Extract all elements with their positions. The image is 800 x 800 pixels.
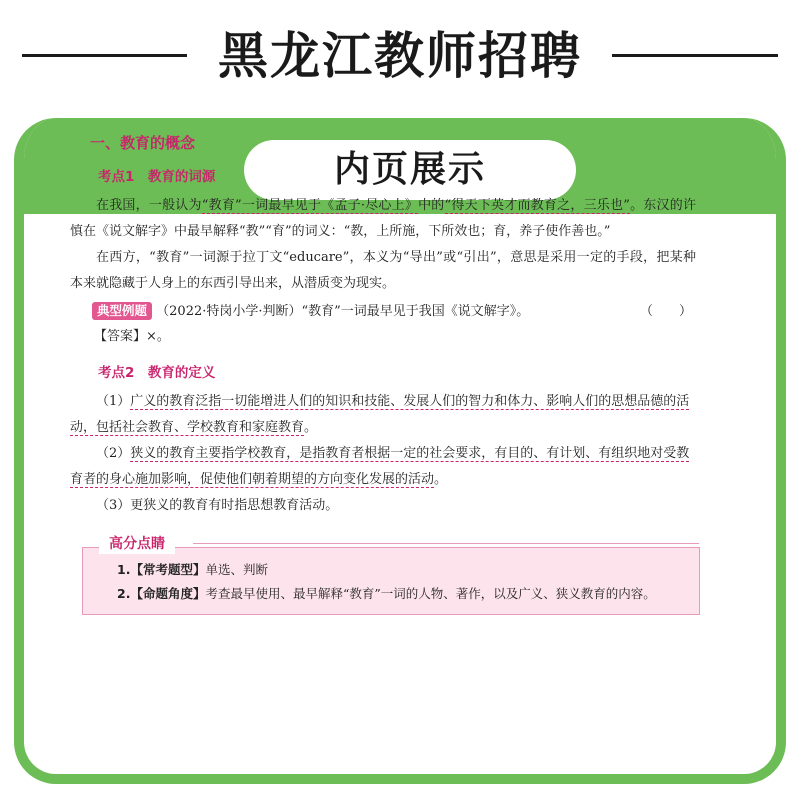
text-run: 。 — [304, 420, 318, 435]
panel-title: 内页展示 — [244, 140, 576, 200]
highlight-key: 2.【命题角度】 — [117, 586, 206, 601]
kaodian-2-title: 考点2 教育的定义 — [98, 365, 216, 381]
example-tag: 典型例题 — [92, 302, 152, 320]
highlight-row-1 — [117, 558, 699, 582]
highlight-row-2 — [117, 582, 699, 606]
underlined-key-point: 广义的教育泛指一切能增进人们的知识和技能、发展人们的智力和体力、影响人们的思想品德的活动，包括社会教育、学校教育和家庭教育 — [70, 394, 690, 435]
highlight-value: 单选、判断 — [205, 562, 268, 577]
underlined-key-point: “教育”一词最早见于《孟子·尽心上》 — [201, 198, 419, 213]
header-rule-right — [612, 54, 778, 57]
text-run: 中的 — [418, 198, 445, 213]
text-run: 。东汉的许慎在《说文解字》中最早解释“教”“育”的词义：“教，上所施，下所效也；育，养子使作善也。” — [70, 198, 696, 239]
page-title: 黑龙江教师招聘 — [218, 27, 582, 85]
underlined-key-point: 狭义的教育主要指学校教育，是指教育者根据一定的社会要求，有目的、有计划、有组织地对受教育者的身心施加影响，促使他们朝着期望的方向变化发展的活动 — [70, 446, 690, 487]
definition-narrower: （3）更狭义的教育有时指思想教育活动。 — [96, 498, 339, 513]
example-answer: 【答案】×。 — [94, 329, 170, 344]
kaodian-1-paragraph-1 — [70, 193, 696, 245]
highlight-label: 高分点睛 — [99, 534, 175, 554]
example-question: （2022·特岗小学·判断）“教育”一词最早见于我国《说文解字》。 — [156, 304, 530, 319]
typical-example — [70, 299, 696, 325]
example-answer-blank: （ ） — [639, 304, 692, 319]
document-content — [70, 132, 696, 615]
highlight-label-rule — [193, 543, 699, 544]
definition-narrow — [70, 441, 696, 493]
definition-broad — [70, 389, 696, 441]
text-run: 。 — [434, 472, 448, 487]
header-rule-left — [22, 54, 187, 57]
kaodian-1-title: 考点1 教育的词源 — [98, 169, 216, 185]
highlight-box — [82, 536, 700, 615]
text-run: （1） — [96, 394, 131, 409]
highlight-value: 考查最早使用、最早解释“教育”一词的人物、著作，以及广义、狭义教育的内容。 — [205, 586, 656, 601]
section-title: 一、教育的概念 — [90, 134, 196, 152]
kaodian-1-paragraph-2: 在西方，“教育”一词源于拉丁文“educare”，本义为“导出”或“引出”，意思是采用一定的手段，把某种本来就隐藏于人身上的东西引导出来，从潜质变为现实。 — [70, 250, 696, 291]
text-run: 在我国，一般认为 — [96, 198, 202, 213]
highlight-key: 1.【常考题型】 — [117, 562, 206, 577]
text-run: （2） — [96, 446, 131, 461]
underlined-key-point: “得天下英才而教育之，三乐也” — [444, 198, 630, 213]
